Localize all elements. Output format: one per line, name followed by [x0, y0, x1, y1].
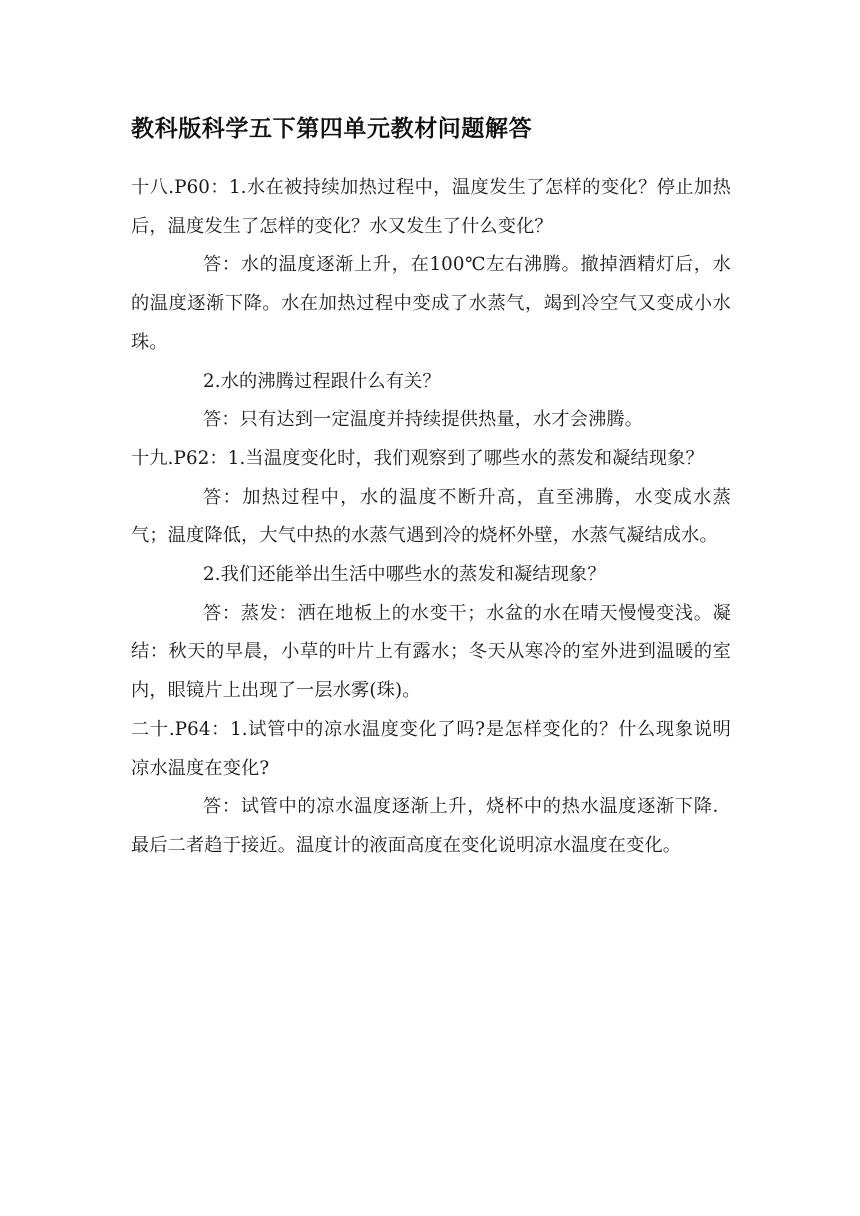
question-18-1: 十八.P60：1.水在被持续加热过程中，温度发生了怎样的变化？停止加热后，温度发生了怎样的变化？水又发生了什么变化？: [131, 177, 731, 237]
answer-18-2: 答：只有达到一定温度并持续提供热量，水才会沸腾。: [203, 409, 644, 431]
question-19-2: 2.我们还能举出生活中哪些水的蒸发和凝结现象？: [203, 564, 606, 586]
answer-20-1: 答：试管中的凉水温度逐渐上升，烧杯中的热水温度逐渐下降．最后二者趋于接近。温度计的液面高度在变化说明凉水温度在变化。: [131, 796, 731, 856]
document-body: [131, 169, 731, 866]
question-19-1: 十九.P62：1.当温度变化时，我们观察到了哪些水的蒸发和凝结现象？: [131, 447, 704, 469]
question-18-2: 2.水的沸腾过程跟什么有关？: [203, 370, 441, 392]
question-20-1: 二十.P64：1.试管中的凉水温度变化了吗?是怎样变化的？什么现象说明凉水温度在变化?: [131, 718, 731, 779]
answer-18-1: 答：水的温度逐渐上升，在100℃左右沸腾。撤掉酒精灯后，水的温度逐渐下降。水在加热过程中变成了水蒸气，竭到冷空气又变成小水珠。: [131, 254, 731, 353]
answer-19-2: 答：蒸发：洒在地板上的水变干；水盆的水在晴天慢慢变浅。凝结：秋天的早晨，小草的叶片上有露水；冬天从寒冷的室外进到温暖的室内，眼镜片上出现了一层水雾(珠)。: [131, 602, 731, 702]
document-title: 教科版科学五下第四单元教材问题解答: [131, 116, 533, 142]
answer-19-1: 答：加热过程中，水的温度不断升高，直至沸腾，水变成水蒸气；温度降低，大气中热的水蒸气遇到冷的烧杯外壁，水蒸气凝结成水。: [131, 486, 731, 547]
